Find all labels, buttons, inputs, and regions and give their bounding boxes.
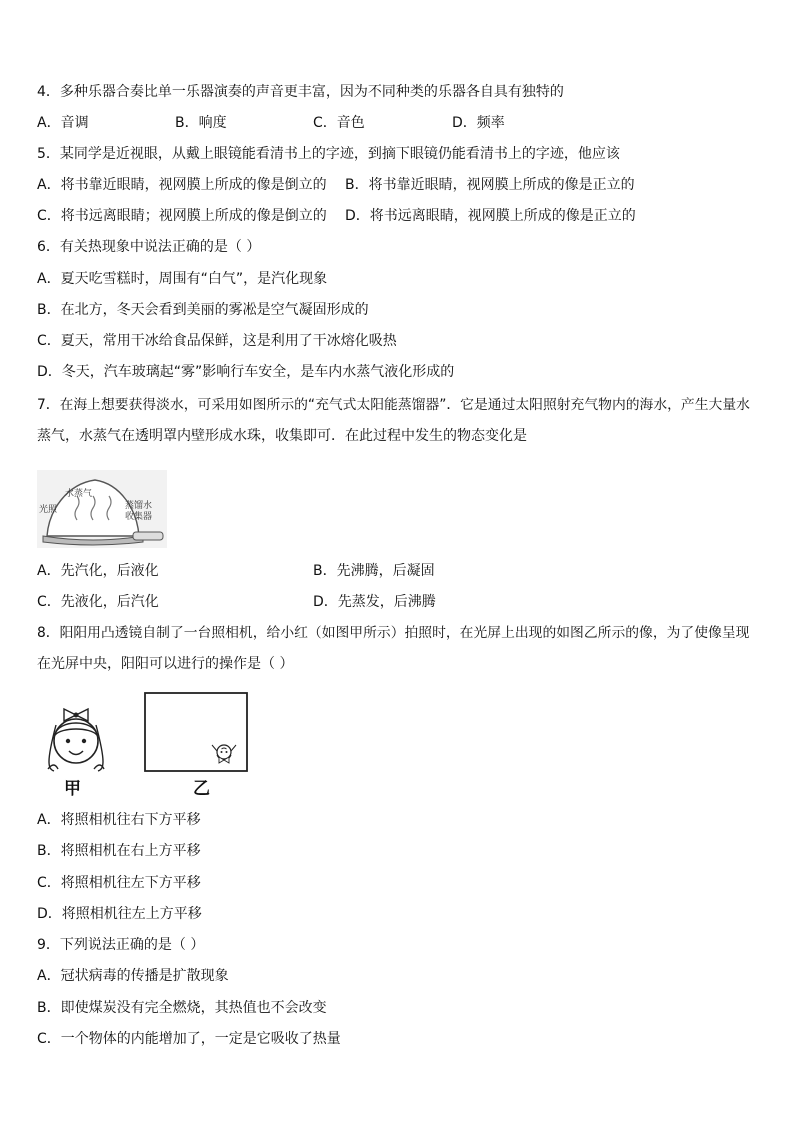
figure-yi-screen xyxy=(144,692,248,772)
girl-pigtails xyxy=(48,765,104,769)
q9-stem: 9．下列说法正确的是（ ） xyxy=(37,937,205,953)
q8-stem-line2: 在光屏中央，阳阳可以进行的操作是（ ） xyxy=(37,656,294,672)
q4-option-d[interactable]: D．频率 xyxy=(452,115,505,131)
bow-knot xyxy=(74,713,79,718)
q6-stem: 6．有关热现象中说法正确的是（ ） xyxy=(37,239,261,255)
q5-stem: 5．某同学是近视眼，从戴上眼镜能看清书上的字迹，到摘下眼镜仍能看清书上的字迹，他应该 xyxy=(37,146,620,162)
q8-option-d[interactable]: D．将照相机往左上方平移 xyxy=(37,906,202,922)
q8-option-c[interactable]: C．将照相机往左下方平移 xyxy=(37,875,201,891)
figure-jia-girl xyxy=(42,703,110,773)
q9-option-b[interactable]: B．即使煤炭没有完全燃烧，其热值也不会改变 xyxy=(37,1000,327,1016)
q7-option-b[interactable]: B．先沸腾，后凝固 xyxy=(313,563,435,579)
q7-option-c[interactable]: C．先液化，后汽化 xyxy=(37,594,159,610)
q6-option-d[interactable]: D．冬天，汽车玻璃起“雾”影响行车安全，是车内水蒸气液化形成的 xyxy=(37,364,455,380)
image-right-eye xyxy=(221,751,223,753)
q9-option-c[interactable]: C．一个物体的内能增加了，一定是它吸收了热量 xyxy=(37,1031,341,1047)
q4-stem: 4．多种乐器合奏比单一乐器演奏的声音更丰富，因为不同种类的乐器各自具有独特的 xyxy=(37,84,564,100)
q7-option-a[interactable]: A．先汽化，后液化 xyxy=(37,563,159,579)
q6-option-c[interactable]: C．夏天，常用干冰给食品保鲜，这是利用了干冰熔化吸热 xyxy=(37,333,397,349)
q8-option-b[interactable]: B．将照相机在右上方平移 xyxy=(37,843,201,859)
q6-option-b[interactable]: B．在北方，冬天会看到美丽的雾凇是空气凝固形成的 xyxy=(37,302,369,318)
label-sun: 光照 xyxy=(39,505,58,515)
q7-stem-line2: 蒸气，水蒸气在透明罩内壁形成水珠，收集即可．在此过程中发生的物态变化是 xyxy=(37,428,527,444)
image-left-eye xyxy=(226,751,228,753)
q5-option-b[interactable]: B．将书靠近眼睛，视网膜上所成的像是正立的 xyxy=(345,177,635,193)
q9-option-a[interactable]: A．冠状病毒的传播是扩散现象 xyxy=(37,968,229,984)
q4-option-c[interactable]: C．音色 xyxy=(313,115,365,131)
q5-option-a[interactable]: A．将书靠近眼睛，视网膜上所成的像是倒立的 xyxy=(37,177,327,193)
q8-option-a[interactable]: A．将照相机往右下方平移 xyxy=(37,812,201,828)
q5-option-c[interactable]: C．将书远离眼睛；视网膜上所成的像是倒立的 xyxy=(37,208,327,224)
q7-option-d[interactable]: D．先蒸发，后沸腾 xyxy=(313,594,436,610)
label-jia: 甲 xyxy=(64,779,81,799)
q7-stem-line1: 7．在海上想要获得淡水，可采用如图所示的“充气式太阳能蒸馏器”．它是通过太阳照射充气物内的海水，产生大量水 xyxy=(37,397,750,413)
q4-option-a[interactable]: A．音调 xyxy=(37,115,89,131)
q5-option-d[interactable]: D．将书远离眼睛，视网膜上所成的像是正立的 xyxy=(345,208,636,224)
label-yi: 乙 xyxy=(193,779,210,799)
collector-tube xyxy=(133,532,163,540)
q8-stem-line1: 8．阳阳用凸透镜自制了一台照相机，给小红（如图甲所示）拍照时，在光屏上出现的如图乙所示的像，为了使像呈现 xyxy=(37,625,750,641)
label-collector: 收集器 xyxy=(125,512,153,522)
girl-left-eye xyxy=(66,739,70,743)
label-vapor: 水蒸气 xyxy=(65,489,93,499)
label-distilled-water: 蒸馏水 xyxy=(125,501,153,511)
light-screen xyxy=(145,693,247,771)
girl-right-eye xyxy=(82,739,86,743)
q4-option-b[interactable]: B．响度 xyxy=(175,115,227,131)
q6-option-a[interactable]: A．夏天吃雪糕时，周围有“白气”，是汽化现象 xyxy=(37,271,328,287)
solar-still-figure xyxy=(37,470,167,548)
